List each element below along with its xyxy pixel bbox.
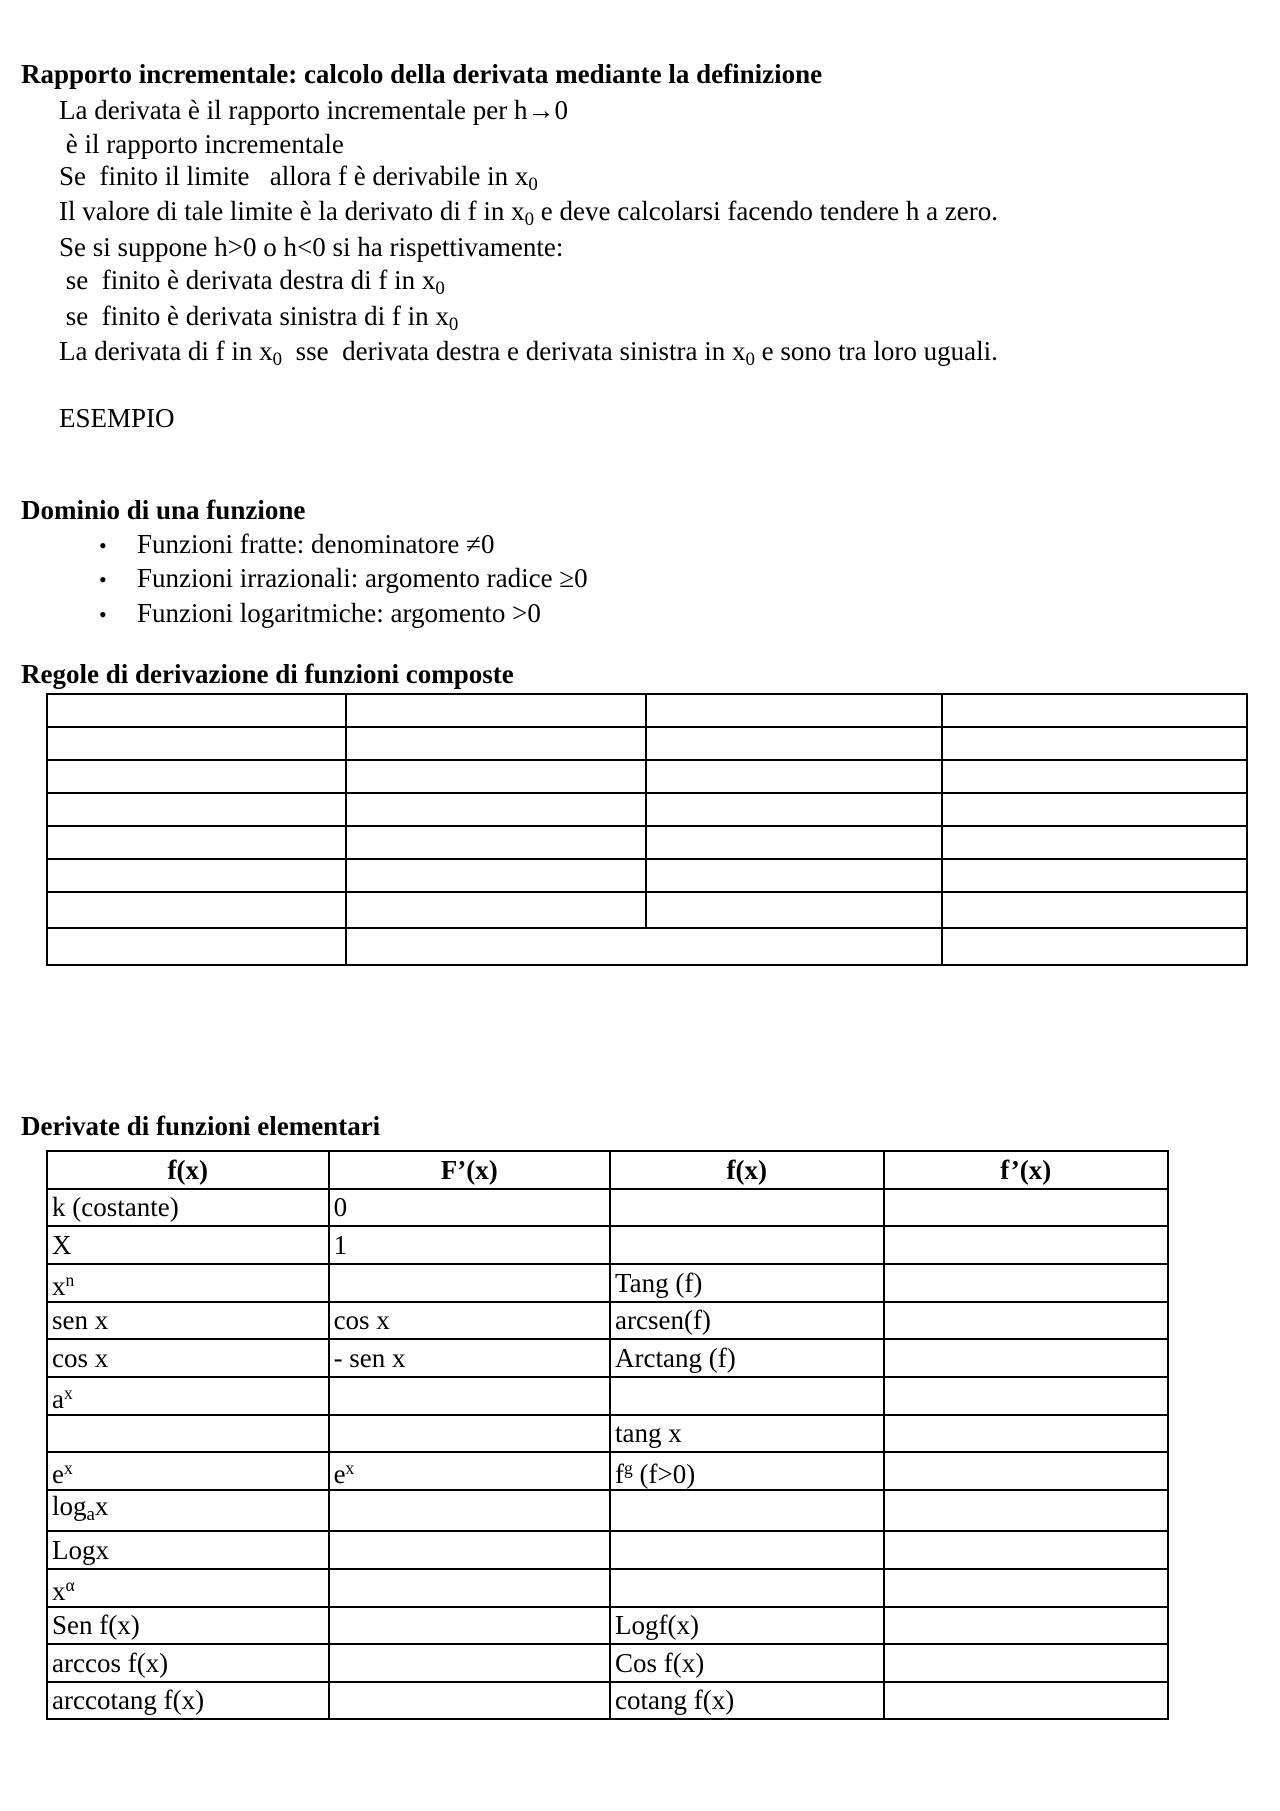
cell-derivative: 1 [329, 1226, 610, 1264]
text-line-8 [59, 335, 998, 376]
cell-function: arccotang f(x) [47, 1682, 329, 1720]
header-fprime: f’(x) [884, 1151, 1168, 1189]
table-col-divider [345, 695, 347, 964]
cell-function-2 [610, 1490, 884, 1531]
cell-derivative [329, 1644, 610, 1682]
cell-function-2 [610, 1452, 884, 1490]
cell-derivative: cos x [329, 1302, 610, 1340]
table-col-divider [941, 695, 943, 964]
table-row [47, 1302, 1168, 1340]
cell-rest: x [94, 1491, 109, 1521]
cell-derivative-2 [884, 1226, 1168, 1264]
table-row-divider [48, 792, 1246, 794]
cell-base: x [52, 1575, 66, 1606]
table-row-divider [48, 726, 1246, 728]
cell-base: e [333, 1459, 346, 1489]
table-row [47, 1531, 1168, 1569]
cell-function [47, 1377, 329, 1415]
cell-function: Sen f(x) [47, 1607, 329, 1645]
cell-base: f [615, 1459, 624, 1489]
cell-derivative-2 [884, 1339, 1168, 1377]
text-line-4 [59, 195, 998, 236]
table-row-divider [48, 825, 1246, 827]
cell-function: arccos f(x) [47, 1644, 329, 1682]
cell-derivative-2 [884, 1607, 1168, 1645]
text-line-3-main: Se finito il limite allora f è derivabile in x [59, 161, 529, 191]
cell-derivative-2 [884, 1189, 1168, 1227]
text-line-8-main: La derivata di f in x [59, 336, 273, 366]
bullet-icon: • [99, 602, 107, 627]
cell-derivative [329, 1415, 610, 1453]
cell-function-2: Arctang (f) [610, 1339, 884, 1377]
cell-function-2 [610, 1189, 884, 1227]
cell-function [47, 1415, 329, 1453]
cell-function-2: Cos f(x) [610, 1644, 884, 1682]
table-row [47, 1339, 1168, 1377]
header-fx-2: f(x) [610, 1151, 884, 1189]
cell-function: k (costante) [47, 1189, 329, 1227]
cell-derivative [329, 1682, 610, 1720]
table-row [47, 1644, 1168, 1682]
text-line-5: Se si suppone h>0 o h<0 si ha rispettivamente: [59, 232, 564, 262]
text-line-1: La derivata è il rapporto incrementale per h→0 [59, 95, 569, 125]
cell-function-2: arcsen(f) [610, 1302, 884, 1340]
table-header-row [47, 1151, 1168, 1189]
empty-rules-table [46, 693, 1248, 966]
table-row [47, 1415, 1168, 1453]
table-row [47, 1607, 1168, 1645]
subscript-zero: 0 [524, 209, 535, 230]
cell-derivative-2 [884, 1569, 1168, 1607]
bullet-list-item [99, 597, 107, 631]
table-row [47, 1452, 1168, 1490]
subscript-zero: 0 [528, 174, 538, 195]
cell-derivative-2 [884, 1644, 1168, 1682]
section-title-domain: Dominio di una funzione [21, 495, 306, 525]
cell-derivative: 0 [329, 1189, 610, 1227]
cell-function: sen x [47, 1302, 329, 1340]
table-row [47, 1189, 1168, 1227]
table-row [47, 1264, 1168, 1302]
cell-exponent: x [63, 1458, 73, 1478]
cell-function: X [47, 1226, 329, 1264]
subscript-zero: 0 [745, 349, 755, 370]
cell-rest: (f>0) [632, 1459, 696, 1489]
bullet-icon: • [99, 567, 107, 592]
cell-derivative [329, 1531, 610, 1569]
bullet-text-1: Funzioni fratte: denominatore ≠0 [137, 529, 495, 559]
section-title-elementary-derivatives: Derivate di funzioni elementari [21, 1111, 381, 1141]
section-title-incremental-ratio: Rapporto incrementale: calcolo della derivata mediante la definizione [21, 59, 823, 89]
header-fx: f(x) [47, 1151, 329, 1189]
cell-function [47, 1490, 329, 1531]
cell-function-2 [610, 1377, 884, 1415]
table-row [47, 1682, 1168, 1720]
table-row [47, 1377, 1168, 1415]
cell-function-2: Logf(x) [610, 1607, 884, 1645]
text-line-8-mid: sse derivata destra e derivata sinistra in x [282, 336, 746, 366]
cell-derivative-2 [884, 1302, 1168, 1340]
bullet-text-2: Funzioni irrazionali: argomento radice ≥0 [137, 563, 588, 593]
cell-derivative [329, 1377, 610, 1415]
cell-function-2: tang x [610, 1415, 884, 1453]
cell-function-2 [610, 1569, 884, 1607]
table-row [47, 1226, 1168, 1264]
cell-derivative: - sen x [329, 1339, 610, 1377]
cell-derivative-2 [884, 1452, 1168, 1490]
cell-base: e [52, 1459, 64, 1489]
table-row [47, 1569, 1168, 1607]
subscript-zero: 0 [435, 278, 445, 299]
cell-derivative [329, 1607, 610, 1645]
text-line-6-main: se finito è derivata destra di f in x [59, 265, 436, 295]
cell-function: cos x [47, 1339, 329, 1377]
header-Fprime: F’(x) [329, 1151, 610, 1189]
text-line-2: è il rapporto incrementale [59, 129, 344, 159]
cell-function-2: Tang (f) [610, 1264, 884, 1302]
cell-function [47, 1452, 329, 1490]
subscript-zero: 0 [448, 314, 459, 335]
bullet-list-item [99, 562, 107, 596]
cell-derivative-2 [884, 1682, 1168, 1720]
cell-derivative-2 [884, 1490, 1168, 1531]
cell-derivative-2 [884, 1264, 1168, 1302]
text-line-6 [59, 264, 445, 305]
table-row-divider [48, 858, 1246, 860]
cell-base: log [52, 1491, 87, 1521]
cell-function: Logx [47, 1531, 329, 1569]
cell-derivative-2 [884, 1531, 1168, 1569]
cell-derivative-2 [884, 1415, 1168, 1453]
cell-derivative [329, 1569, 610, 1607]
cell-derivative [329, 1452, 610, 1490]
table-row-divider [48, 759, 1246, 761]
example-label: ESEMPIO [59, 403, 175, 433]
text-line-7-main: se finito è derivata sinistra di f in x [59, 301, 449, 331]
cell-base: a [52, 1383, 64, 1414]
bullet-icon: • [99, 533, 107, 558]
cell-function-2: cotang f(x) [610, 1682, 884, 1720]
cell-function-2 [610, 1531, 884, 1569]
text-line-4-main: Il valore di tale limite è la derivato di f in x [59, 196, 525, 226]
cell-exponent: n [65, 1269, 75, 1290]
cell-derivative [329, 1490, 610, 1531]
cell-derivative [329, 1264, 610, 1302]
bullet-list-item [99, 528, 107, 562]
derivatives-table [46, 1150, 1169, 1720]
table-col-divider [645, 695, 647, 927]
cell-exponent: g [624, 1458, 633, 1478]
cell-function [47, 1264, 329, 1302]
text-line-8-end: e sono tra loro uguali. [754, 336, 998, 366]
cell-derivative-2 [884, 1377, 1168, 1415]
bullet-text-3: Funzioni logaritmiche: argomento >0 [137, 598, 541, 628]
cell-base: x [52, 1270, 66, 1301]
section-title-composite-rules: Regole di derivazione di funzioni composte [21, 659, 514, 689]
text-line-4-end: e deve calcolarsi facendo tendere h a zero. [534, 196, 999, 226]
table-row [47, 1490, 1168, 1531]
cell-subscript: a [86, 1504, 95, 1525]
table-row-divider [48, 891, 1246, 893]
subscript-zero: 0 [272, 349, 283, 370]
table-row-divider [48, 927, 1246, 929]
cell-function-2 [610, 1226, 884, 1264]
cell-exponent: x [345, 1458, 355, 1478]
cell-exponent: α [65, 1574, 75, 1595]
cell-exponent: x [63, 1382, 73, 1403]
cell-function [47, 1569, 329, 1607]
